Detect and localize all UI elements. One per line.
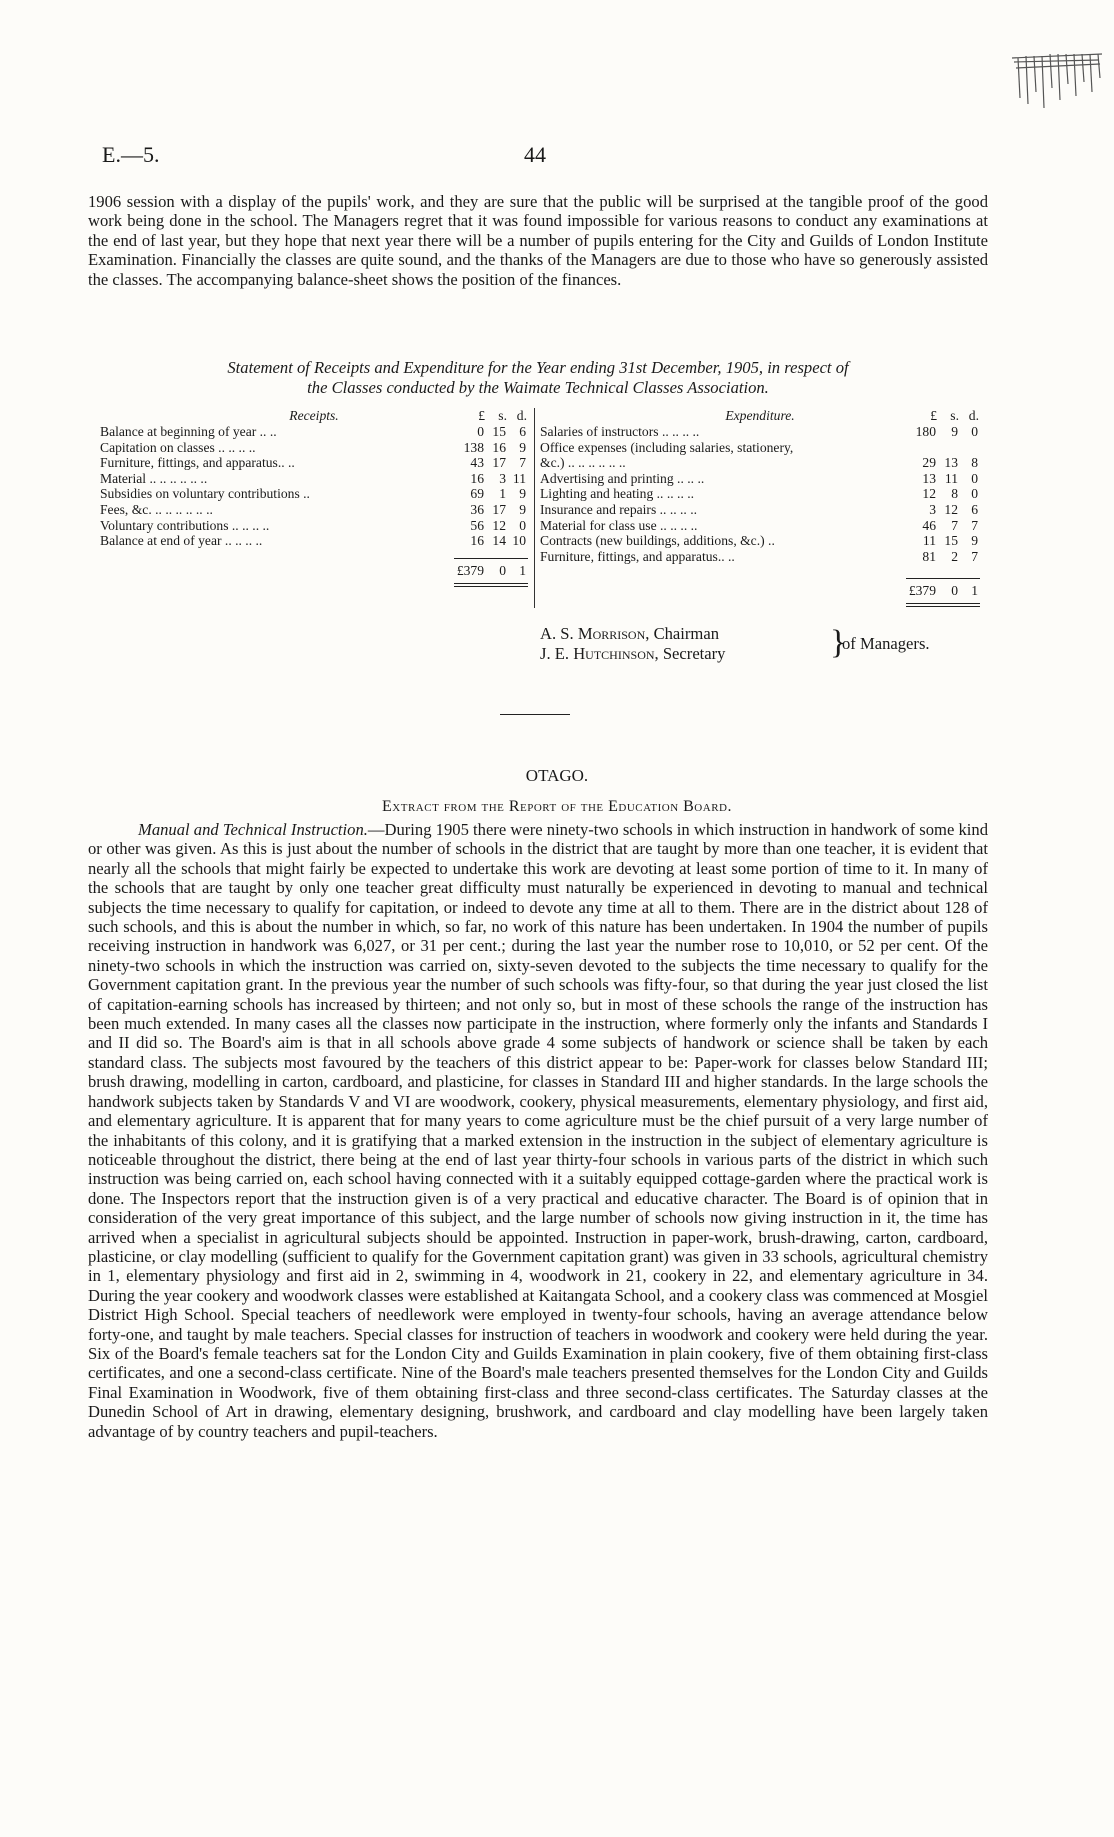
section-heading: OTAGO. [525, 766, 589, 785]
expenditure-amount [906, 455, 980, 471]
receipt-row [100, 518, 528, 534]
expenditure-row [540, 471, 980, 487]
receipt-pounds: 16 [470, 470, 484, 486]
document-reference: E.—5. [102, 142, 160, 167]
expenditure-pounds: 12 [922, 486, 936, 502]
receipt-pounds: 0 [477, 424, 484, 439]
chairman-initials: A. S. [540, 624, 574, 643]
expenditure-pence: 9 [971, 533, 978, 549]
expenditure-label: Office expenses (including salaries, stationery, [540, 439, 794, 455]
lsd-pence-label: d. [968, 408, 979, 423]
lsd-pence-label: d. [516, 408, 527, 423]
receipt-row [100, 455, 528, 471]
signatories [540, 624, 930, 664]
receipt-row [100, 533, 528, 549]
signatory-role: of Managers. [842, 634, 930, 653]
expenditure-amount [906, 471, 980, 487]
receipts-heading [100, 408, 528, 424]
statement-title-line1: Statement of Receipts and Expenditure for the Year ending 31st December, 1905, in respect of [227, 358, 849, 377]
expenditure-label: Contracts (new buildings, additions, &c.) .. [540, 533, 775, 549]
receipt-shillings: 1 [499, 486, 506, 502]
receipt-amount [454, 486, 528, 502]
expenditure-pence: 8 [971, 455, 978, 471]
expenditure-amount [906, 533, 980, 549]
expenditure-label: &c.) .. .. .. .. .. .. [540, 455, 626, 471]
receipts-total-shillings: 0 [499, 563, 506, 578]
page-number: 44 [524, 142, 546, 167]
chairman-title: , Chairman [645, 624, 719, 643]
receipts-total [454, 558, 528, 587]
receipt-amount [454, 424, 528, 440]
receipt-pence: 10 [512, 533, 526, 549]
expenditure-total [906, 578, 980, 607]
otago-body [88, 820, 988, 1441]
expenditure-total-pence: 1 [971, 583, 978, 598]
expenditure-pounds: 180 [915, 424, 936, 439]
expenditure-pounds: 13 [922, 470, 936, 486]
expenditure-label: Lighting and heating .. .. .. .. [540, 486, 695, 502]
expenditure-shillings: 12 [944, 501, 958, 517]
receipt-label: Capitation on classes .. .. .. .. [100, 439, 256, 455]
expenditure-row [540, 518, 980, 534]
expenditure-amount [906, 424, 980, 440]
receipt-shillings: 16 [492, 439, 506, 455]
brace-icon: } [830, 624, 847, 661]
otago-body-text: —During 1905 there were ninety-two schools in which instruction in handwork of some kind or other was given. As this is just about the number of schools in the district that are taught by more than one teacher, it is evident that nearly all the schools that might fairly be expected to undertake this work are devoting at least some portion of time to it. In many of the schools that are taught by only one teacher great difficulty must naturally be experienced in devoting to manual and technical subjects the time necessary to qualify for capitation, or indeed to devote any time at all to them. There are in the district about 128 of such schools, and this is about the number in which, so far, no work of this nature has been undertaken. In 1904 the number of pupils receiving instruction in handwork was 6,027, or 31 per cent.; during the last year the number rose to 10,010, or 52 per cent. Of the ninety-two schools in which the instruction was carried on, sixty-seven devoted to the subjects the time necessary to qualify for the Government capitation grant. In the previous year the number of such schools was fifty-four, so that during the year just closed the list of capitation-earning schools has increased by thirteen; and not only so, but in most of these schools the range of the instruction has been much extended. In many cases all the classes now participate in the instruction, where formerly only the infants and Standards I and II did so. The Board's aim is that in all schools above grade 4 some subjects of handwork or science shall be taken by each standard class. The subjects most favoured by the teachers of this district appear to be: Paper-work for classes below Standard III; brush drawing, modelling in carton, cardboard, and plasticine, for classes in Standard III and higher standards. In the large schools the handwork subjects taken by Standards V and VI are woodwork, cookery, physical measurements, elementary physiology, and first aid, and elementary agriculture. It is apparent that for many years to come agriculture must be the chief pursuit of a very large number of the inhabitants of this colony, and it is gratifying that a marked extension in the instruction in the subject of elementary agriculture is noticeable throughout the district, there being at the end of last year thirty-four schools in various parts of the district in which such instruction was being carried on, each school having connected with it a suitably equipped cottage-garden where the practical work is done. The Inspectors report that the instruction given is of a very practical and educative character. The Board is of opinion that in consideration of the very great importance of this subject, and the large number of schools now giving instruction in it, the time has arrived when a specialist in agricultural subjects should be appointed. Instruction in paper-work, brush-drawing, carton, cardboard, plasticine, or clay modelling (sufficient to qualify for the Government capitation grant) was given in 33 schools, agricultural chemistry in 1, elementary physiology and first aid in 2, swimming in 4, woodwork in 21, cookery in 22, and elementary agriculture in 34. During the year cookery and woodwork classes were established at Kaitangata School, and a cookery class was commenced at Mosgiel District High School. Special teachers of needlework were employed in twenty-four schools, having an average attendance below forty-one, and taught by male teachers. Special classes for instruction of teachers in woodwork and cookery were held during the year. Six of the Board's female teachers sat for the London City and Guilds Examination in plain cookery, five of them obtaining first-class certificates, and one a second-class certificate. Nine of the Board's male teachers presented themselves for the London City and Guilds Final Examination in Woodwork, five of them obtaining first-class and three second-class certificates. The Saturday classes at the Dunedin School of Art in drawing, elementary designing, brushwork, and cardboard and clay modelling have been largely taken advantage of by country teachers and pupil-teachers. [88, 820, 988, 1441]
statement-title [88, 358, 988, 398]
receipt-label: Fees, &c. .. .. .. .. .. .. [100, 501, 213, 517]
expenditure-label: Salaries of instructors .. .. .. .. [540, 424, 700, 439]
expenditure-lsd-header [906, 408, 980, 424]
section-divider [500, 714, 570, 715]
expenditure-amount [906, 518, 980, 534]
lsd-pounds-label: £ [930, 408, 937, 423]
receipt-row [100, 471, 528, 487]
expenditure-total-shillings: 0 [951, 583, 958, 598]
receipt-amount [454, 455, 528, 471]
signatory-secretary [540, 644, 725, 664]
receipt-amount [454, 533, 528, 549]
subject-title: Manual and Technical Instruction. [138, 820, 368, 839]
receipt-pence: 6 [519, 424, 526, 439]
expenditure-row [540, 486, 980, 502]
expenditure-row [540, 455, 980, 471]
expenditure-shillings: 11 [944, 470, 958, 486]
expenditure-pounds: 81 [922, 548, 936, 564]
receipt-pounds: 56 [470, 517, 484, 533]
expenditure-shillings: 15 [944, 533, 958, 549]
receipt-pence: 7 [519, 455, 526, 471]
secretary-name: Hutchinson [573, 644, 655, 663]
expenditure-pounds: 3 [929, 501, 936, 517]
lead-paragraph-text: 1906 session with a display of the pupils' work, and they are sure that the public will be surprised at the tangible proof of the good work being done in the school. The Managers regret that it was found impossible for various reasons to conduct any examinations at the end of last year, but they hope that next year there will be a number of pupils entering for the City and Guilds of London Institute Examination. Financially the classes are quite sound, and the thanks of the Managers are due to those who have so generously assisted the classes. The accompanying balance-sheet shows the position of the finances. [88, 192, 988, 289]
receipt-shillings: 14 [492, 533, 506, 549]
receipt-shillings: 15 [492, 424, 506, 439]
receipt-row [100, 440, 528, 456]
receipt-pounds: 138 [463, 439, 484, 455]
receipt-row [100, 424, 528, 440]
receipts-total-pence: 1 [519, 563, 526, 578]
receipt-pence: 9 [519, 439, 526, 455]
expenditure-row [540, 533, 980, 549]
receipts-lsd-header [454, 408, 528, 424]
expenditure-pounds: 46 [922, 517, 936, 533]
receipt-pence: 11 [512, 470, 526, 486]
receipt-pence: 0 [519, 517, 526, 533]
receipts-rows [100, 424, 528, 549]
expenditure-label: Advertising and printing .. .. .. [540, 470, 705, 486]
column-divider [534, 408, 535, 608]
secretary-initials: J. E. [540, 644, 570, 663]
receipt-pounds: 36 [470, 501, 484, 517]
expenditure-row [540, 440, 980, 456]
expenditure-row [540, 502, 980, 518]
expenditure-label: Insurance and repairs .. .. .. .. [540, 501, 698, 517]
expenditure-amount [906, 486, 980, 502]
receipt-row [100, 486, 528, 502]
statement-title-line2: the Classes conducted by the Waimate Technical Classes Association. [307, 378, 769, 397]
receipt-row [100, 502, 528, 518]
lsd-pounds-label: £ [478, 408, 485, 423]
expenditure-column [540, 408, 980, 598]
expenditure-rows [540, 424, 980, 564]
expenditure-heading [540, 408, 980, 424]
receipt-amount [454, 502, 528, 518]
expenditure-total-pounds: £379 [908, 583, 936, 598]
balance-sheet [100, 408, 980, 618]
chairman-name: Morrison [577, 624, 646, 643]
receipt-label: Balance at beginning of year .. .. [100, 424, 277, 439]
expenditure-pounds: 11 [922, 533, 936, 549]
receipt-pounds: 69 [470, 486, 484, 502]
section-subheading: Extract from the Report of the Education Board. [382, 798, 732, 815]
signatory-chairman [540, 624, 725, 644]
expenditure-pence: 6 [971, 501, 978, 517]
secretary-title: , Secretary [654, 644, 726, 663]
page-header [102, 142, 982, 172]
expenditure-shillings: 7 [951, 517, 958, 533]
receipt-pounds: 43 [470, 455, 484, 471]
expenditure-heading-text: Expenditure. [725, 408, 795, 423]
receipt-shillings: 17 [492, 501, 506, 517]
expenditure-shillings: 9 [951, 424, 958, 439]
receipt-amount [454, 518, 528, 534]
expenditure-shillings: 13 [944, 455, 958, 471]
expenditure-amount [906, 549, 980, 565]
scan-artifact-icon [1008, 48, 1106, 120]
expenditure-pounds: 29 [922, 455, 936, 471]
receipt-label: Furniture, fittings, and apparatus.. .. [100, 455, 295, 471]
receipt-label: Material .. .. .. .. .. .. [100, 470, 208, 486]
receipt-label: Balance at end of year .. .. .. .. [100, 533, 263, 549]
receipt-amount [454, 440, 528, 456]
otago-paragraph [88, 820, 988, 1441]
expenditure-pence: 0 [971, 486, 978, 502]
receipt-shillings: 17 [492, 455, 506, 471]
expenditure-pence: 7 [971, 548, 978, 564]
expenditure-row [540, 424, 980, 440]
lead-paragraph [88, 192, 988, 289]
receipts-total-pounds: £379 [456, 563, 484, 578]
expenditure-label: Furniture, fittings, and apparatus.. .. [540, 548, 735, 564]
expenditure-shillings: 2 [951, 548, 958, 564]
receipt-pounds: 16 [470, 533, 484, 549]
receipts-column [100, 408, 528, 578]
expenditure-pence: 7 [971, 517, 978, 533]
receipt-label: Subsidies on voluntary contributions .. [100, 486, 310, 502]
receipt-label: Voluntary contributions .. .. .. .. [100, 517, 270, 533]
receipt-shillings: 3 [499, 470, 506, 486]
expenditure-row [540, 549, 980, 565]
expenditure-shillings: 8 [951, 486, 958, 502]
receipt-shillings: 12 [492, 517, 506, 533]
expenditure-pence: 0 [971, 470, 978, 486]
receipts-heading-text: Receipts. [289, 408, 339, 423]
lsd-shillings-label: s. [950, 408, 959, 423]
expenditure-amount [906, 440, 980, 456]
expenditure-label: Material for class use .. .. .. .. [540, 517, 698, 533]
receipt-pence: 9 [519, 486, 526, 502]
receipt-pence: 9 [519, 501, 526, 517]
lsd-shillings-label: s. [498, 408, 507, 423]
expenditure-pence: 0 [971, 424, 978, 439]
receipt-amount [454, 471, 528, 487]
expenditure-amount [906, 502, 980, 518]
